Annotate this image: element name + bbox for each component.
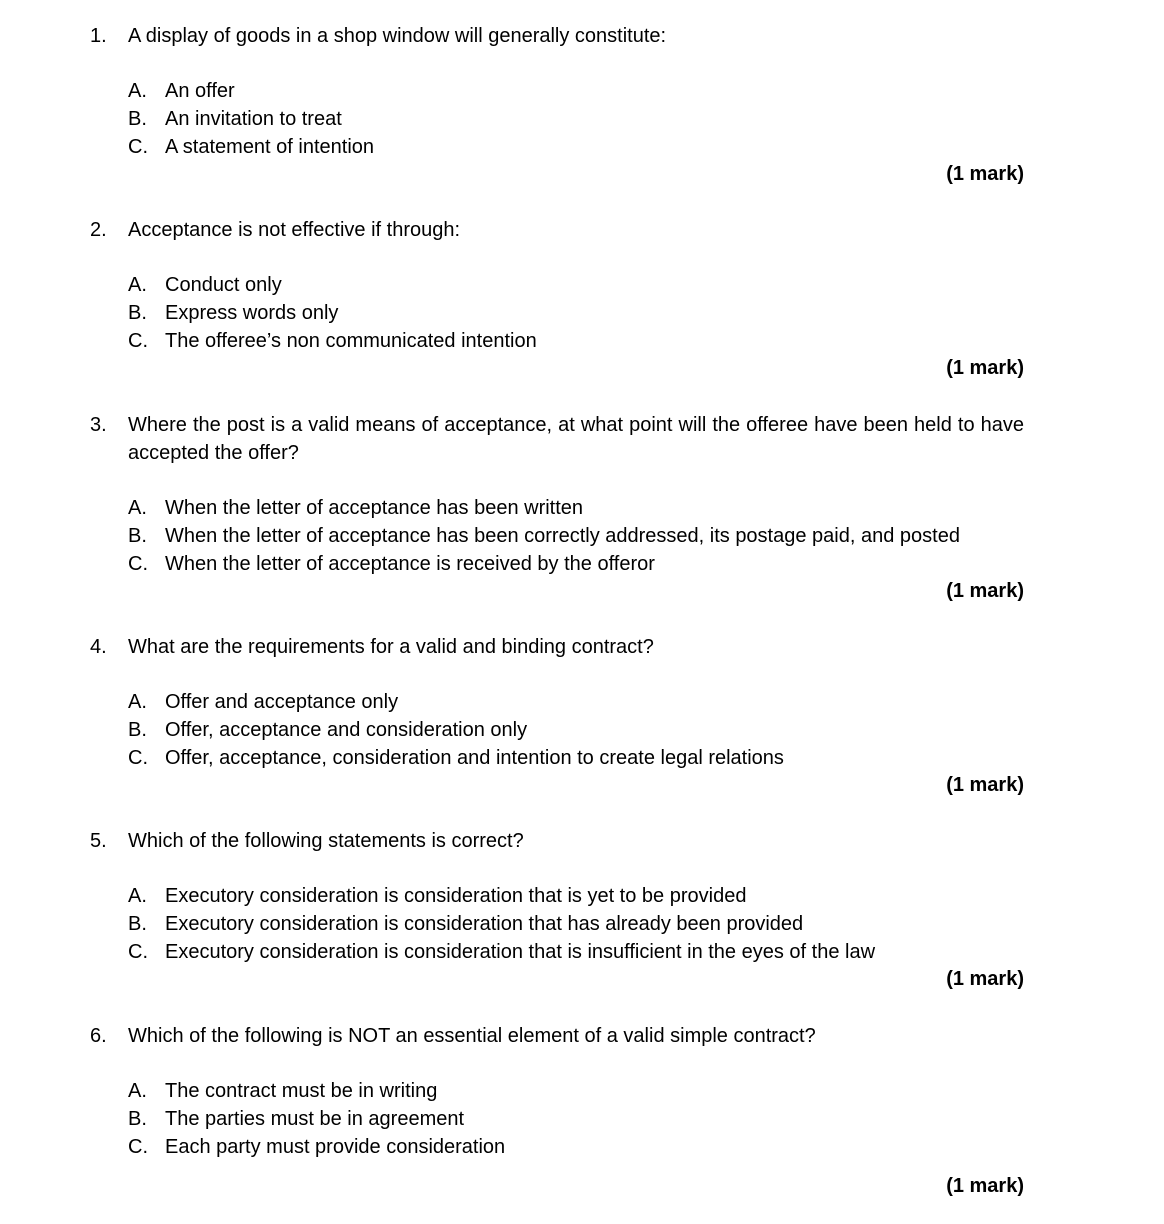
option-letter: B. bbox=[128, 1108, 147, 1130]
question-text: Acceptance is not effective if through: bbox=[128, 219, 461, 241]
mark-allocation: (1 mark) bbox=[946, 163, 1024, 185]
option-text: When the letter of acceptance has been written bbox=[165, 497, 584, 519]
option-list bbox=[128, 1077, 1024, 1161]
question-5 bbox=[90, 827, 1024, 993]
question-6 bbox=[90, 1022, 1024, 1200]
option-text: The contract must be in writing bbox=[165, 1080, 438, 1102]
option-text: Conduct only bbox=[165, 274, 282, 296]
option-text: An invitation to treat bbox=[165, 108, 342, 130]
option-a bbox=[128, 1077, 1024, 1105]
option-b bbox=[128, 910, 1024, 938]
question-stem bbox=[90, 1022, 1024, 1050]
option-letter: C. bbox=[128, 1136, 148, 1158]
option-list bbox=[128, 271, 1024, 355]
option-list bbox=[128, 688, 1024, 772]
option-text: The offeree’s non communicated intention bbox=[165, 330, 537, 352]
option-list bbox=[128, 77, 1024, 161]
option-text: When the letter of acceptance has been correctly addressed, its postage paid, and posted bbox=[165, 525, 960, 547]
option-a bbox=[128, 494, 1024, 522]
option-letter: C. bbox=[128, 747, 148, 769]
option-c bbox=[128, 938, 1024, 966]
question-number: 3. bbox=[90, 414, 107, 436]
question-text: A display of goods in a shop window will generally constitute: bbox=[128, 25, 667, 47]
option-text: An offer bbox=[165, 80, 235, 102]
option-b bbox=[128, 522, 1024, 550]
option-c bbox=[128, 744, 1024, 772]
option-letter: A. bbox=[128, 80, 147, 102]
question-2 bbox=[90, 216, 1024, 382]
option-a bbox=[128, 77, 1024, 105]
mark-allocation: (1 mark) bbox=[946, 580, 1024, 602]
option-text: A statement of intention bbox=[165, 136, 375, 158]
question-text: What are the requirements for a valid and binding contract? bbox=[128, 636, 654, 658]
option-c bbox=[128, 133, 1024, 161]
option-letter: B. bbox=[128, 302, 147, 324]
option-letter: C. bbox=[128, 553, 148, 575]
question-stem bbox=[90, 22, 1024, 50]
option-letter: B. bbox=[128, 719, 147, 741]
option-text: Executory consideration is consideration that is insufficient in the eyes of the law bbox=[165, 941, 876, 963]
question-number: 2. bbox=[90, 219, 107, 241]
question-number: 5. bbox=[90, 830, 107, 852]
option-text: Offer, acceptance and consideration only bbox=[165, 719, 528, 741]
option-letter: B. bbox=[128, 525, 147, 547]
option-a bbox=[128, 688, 1024, 716]
option-text: Express words only bbox=[165, 302, 339, 324]
option-text: The parties must be in agreement bbox=[165, 1108, 465, 1130]
option-b bbox=[128, 299, 1024, 327]
option-text: When the letter of acceptance is received by the offeror bbox=[165, 553, 655, 575]
mark-allocation: (1 mark) bbox=[946, 1175, 1024, 1197]
mark-allocation: (1 mark) bbox=[946, 357, 1024, 379]
option-list bbox=[128, 882, 1024, 966]
question-number: 1. bbox=[90, 25, 107, 47]
question-3 bbox=[90, 411, 1024, 605]
option-text: Offer, acceptance, consideration and intention to create legal relations bbox=[165, 747, 784, 769]
option-text: Executory consideration is consideration that is yet to be provided bbox=[165, 885, 747, 907]
option-b bbox=[128, 105, 1024, 133]
question-stem bbox=[90, 411, 1024, 467]
question-number: 4. bbox=[90, 636, 107, 658]
option-c bbox=[128, 327, 1024, 355]
option-letter: C. bbox=[128, 941, 148, 963]
option-letter: A. bbox=[128, 274, 147, 296]
option-text: Each party must provide consideration bbox=[165, 1136, 506, 1158]
option-letter: C. bbox=[128, 330, 148, 352]
option-letter: A. bbox=[128, 691, 147, 713]
question-1 bbox=[90, 22, 1024, 188]
option-letter: A. bbox=[128, 1080, 147, 1102]
question-4 bbox=[90, 633, 1024, 799]
option-letter: C. bbox=[128, 136, 148, 158]
option-list bbox=[128, 494, 1024, 578]
option-c bbox=[128, 1133, 1024, 1161]
mark-allocation: (1 mark) bbox=[946, 968, 1024, 990]
option-letter: A. bbox=[128, 885, 147, 907]
option-b bbox=[128, 716, 1024, 744]
option-letter: B. bbox=[128, 913, 147, 935]
option-letter: A. bbox=[128, 497, 147, 519]
option-text: Executory consideration is consideration that has already been provided bbox=[165, 913, 804, 935]
option-b bbox=[128, 1105, 1024, 1133]
question-stem bbox=[90, 827, 1024, 855]
option-a bbox=[128, 882, 1024, 910]
mark-allocation: (1 mark) bbox=[946, 774, 1024, 796]
question-text: Which of the following is NOT an essential element of a valid simple contract? bbox=[128, 1025, 816, 1047]
question-number: 6. bbox=[90, 1025, 107, 1047]
question-stem bbox=[90, 216, 1024, 244]
question-text: Where the post is a valid means of acceptance, at what point will the offeree have been held to have accepted the offer? bbox=[128, 414, 1024, 464]
option-text: Offer and acceptance only bbox=[165, 691, 399, 713]
option-letter: B. bbox=[128, 108, 147, 130]
question-stem bbox=[90, 633, 1024, 661]
question-text: Which of the following statements is correct? bbox=[128, 830, 524, 852]
option-a bbox=[128, 271, 1024, 299]
option-c bbox=[128, 550, 1024, 578]
